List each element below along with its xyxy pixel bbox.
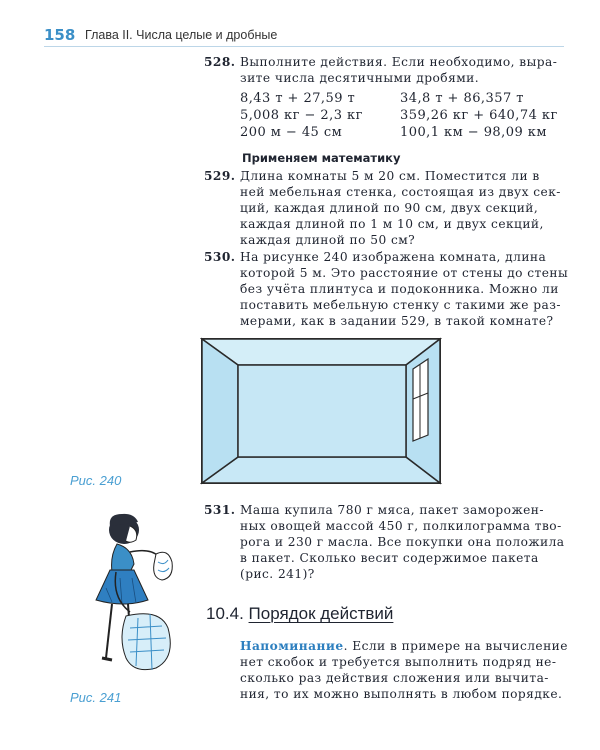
chapter-title: Глава II. Числа целые и дробные <box>85 28 278 42</box>
exercise-text-line: каждая длиной по 50 см? <box>240 233 416 247</box>
exercise-text-line: Длина комнаты 5 м 20 см. Поместится ли в <box>240 169 540 183</box>
exercise-531 <box>204 502 574 586</box>
page-number: 158 <box>44 26 76 44</box>
exercise-text-line: Выполните действия. Если необходимо, выра- <box>240 55 558 69</box>
exercise-text-line: (рис. 241)? <box>240 567 315 581</box>
exercise-text-line: ных овощей массой 450 г, полкилограмма тво- <box>240 519 562 533</box>
expression: 100,1 км − 98,09 км <box>400 125 547 140</box>
expression: 5,008 кг − 2,3 кг <box>240 108 363 123</box>
girl-with-bag-illustration <box>72 508 192 688</box>
reminder-text-line: нет скобок и требуется выполнить подряд не- <box>240 655 557 669</box>
exercise-number: 529. <box>204 169 236 183</box>
expression: 359,26 кг + 640,74 кг <box>400 108 558 123</box>
section-heading <box>206 604 393 624</box>
figure-caption: Рис. 241 <box>70 690 122 705</box>
reminder-text-line: сколько раз действия сложения или вычита- <box>240 671 549 685</box>
exercise-528 <box>204 54 574 144</box>
section-number: 10.4. <box>206 604 244 623</box>
exercise-text-line: ней мебельная стенка, состоящая из двух сек- <box>240 185 561 199</box>
reminder-first-line <box>240 638 568 654</box>
expression: 8,43 т + 27,59 т <box>240 91 356 106</box>
header-divider <box>44 46 564 47</box>
room-left-wall <box>202 339 238 483</box>
exercise-text-line: зите числа десятичными дробями. <box>240 71 480 85</box>
exercise-text-line: рога и 230 г масла. Все покупки она положила <box>240 535 565 549</box>
exercise-text-line: каждая длиной по 1 м 10 см, и двух секций, <box>240 217 544 231</box>
exercise-text-line: поставить мебельную стенку с такими же раз- <box>240 298 561 312</box>
room-ceiling <box>202 339 440 365</box>
room-illustration <box>200 337 442 485</box>
reminder-text: . Если в примере на вычисление <box>343 639 568 653</box>
room-floor <box>202 457 440 483</box>
exercise-text-line: На рисунке 240 изображена комната, длина <box>240 250 547 264</box>
exercise-529 <box>204 168 574 252</box>
expression: 200 м − 45 см <box>240 125 343 140</box>
exercise-number: 530. <box>204 250 236 264</box>
exercise-number: 528. <box>204 55 236 69</box>
exercise-text-line: в пакет. Сколько весит содержимое пакета <box>240 551 539 565</box>
exercise-text-line: которой 5 м. Это расстояние от стены до стены <box>240 266 569 280</box>
section-title: Порядок действий <box>248 604 394 623</box>
exercise-530 <box>204 249 574 333</box>
expression: 34,8 т + 86,357 т <box>400 91 524 106</box>
section-subheading: Применяем математику <box>242 151 401 165</box>
exercise-text-line: Маша купила 780 г мяса, пакет заморожен- <box>240 503 544 517</box>
exercise-text-line: без учёта плинтуса и подоконника. Можно ли <box>240 282 559 296</box>
reminder-label: Напоминание <box>240 639 344 653</box>
exercise-text-line: ций, каждая длиной по 90 см, двух секций, <box>240 201 539 215</box>
reminder-text-line: ния, то их можно выполнять в любом порядке. <box>240 687 563 701</box>
figure-caption: Рис. 240 <box>70 473 122 488</box>
room-back-wall <box>238 365 406 457</box>
exercise-text-line: мерами, как в задании 529, в такой комнате? <box>240 314 554 328</box>
reminder-paragraph <box>240 638 580 708</box>
exercise-number: 531. <box>204 503 236 517</box>
